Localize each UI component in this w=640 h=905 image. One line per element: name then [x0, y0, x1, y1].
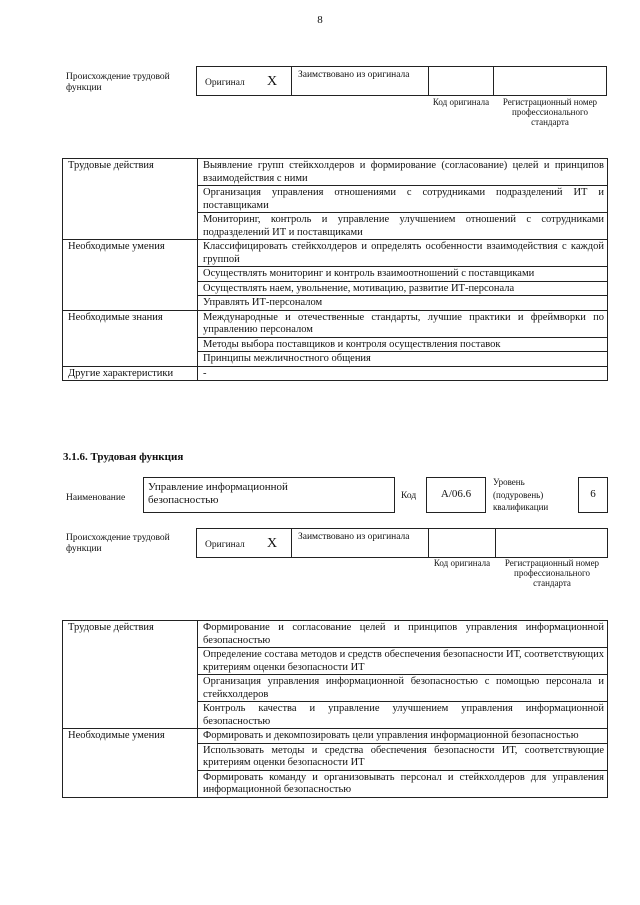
- borrowed-label: Заимствовано из оригинала: [298, 70, 410, 80]
- origin-label-2: Происхождение трудовой функции: [66, 533, 170, 554]
- labor-function-table-2: [62, 620, 608, 798]
- table-row: [63, 729, 608, 744]
- code-value: A/06.6: [440, 488, 472, 500]
- table-row: [63, 366, 608, 381]
- table-row: [63, 159, 608, 186]
- table-cell: Организация управления отношениями с сотрудниками подразделений ИТ и поставщиками: [198, 186, 608, 213]
- original-mark-2: X: [267, 536, 278, 551]
- original-label: Оригинал: [205, 78, 245, 88]
- borrowed-box: [291, 66, 429, 96]
- row-head: Трудовые действия: [63, 159, 198, 240]
- reg-number-box-2: [495, 528, 608, 558]
- page-number: 8: [317, 14, 323, 26]
- row-head: Необходимые знания: [63, 310, 198, 366]
- original-box: [196, 66, 292, 96]
- reg-number-label-2: Регистрационный номер профессионального стандарта: [504, 558, 600, 588]
- row-head: Необходимые умения: [63, 729, 198, 798]
- table-cell: Мониторинг, контроль и управление улучшением отношений с сотрудниками подразделений ИТ и поставщиками: [198, 213, 608, 240]
- table-cell: Контроль качества и управление улучшением управления информационной безопасностью: [198, 702, 608, 729]
- table-cell: Управлять ИТ-персоналом: [198, 296, 608, 311]
- labor-function-table-1: [62, 158, 608, 381]
- level-box: [578, 477, 608, 513]
- section-title: 3.1.6. Трудовая функция: [63, 451, 184, 463]
- name-value: Управление информационной безопасностью: [148, 481, 288, 506]
- code-original-box: [428, 66, 494, 96]
- table-cell: Выявление групп стейкхолдеров и формирование (согласование) целей и принципов взаимодействия с ними: [198, 159, 608, 186]
- table-cell: Осуществлять мониторинг и контроль взаимоотношений с поставщиками: [198, 267, 608, 282]
- table-cell: Формировать и декомпозировать цели управления информационной безопасностью: [198, 729, 608, 744]
- code-original-box-2: [428, 528, 496, 558]
- table-cell: Определение состава методов и средств обеспечения безопасности ИТ, соответствующих критериям оценки безопасности ИТ: [198, 648, 608, 675]
- table-row: [63, 621, 608, 648]
- code-box: [426, 477, 486, 513]
- table-cell: Международные и отечественные стандарты, лучшие практики и фреймворки по управлению персоналом: [198, 310, 608, 337]
- original-mark: X: [267, 74, 278, 89]
- origin-label: Происхождение трудовой функции: [66, 72, 170, 93]
- row-head: Другие характеристики: [63, 366, 198, 381]
- table-cell: Принципы межличностного общения: [198, 352, 608, 367]
- level-label: Уровень (подуровень) квалификации: [493, 477, 549, 512]
- table-cell: Организация управления информационной безопасностью с помощью персонала и стейкхолдеров: [198, 675, 608, 702]
- table-cell: Осуществлять наем, увольнение, мотивацию, развитие ИТ-персонала: [198, 281, 608, 296]
- table-cell: -: [198, 366, 608, 381]
- table-cell: Формировать команду и организовывать персонал и стейкхолдеров для управления информационной безопасностью: [198, 770, 608, 797]
- table-cell: Методы выбора поставщиков и контроля осуществления поставок: [198, 337, 608, 352]
- original-label-2: Оригинал: [205, 540, 245, 550]
- code-original-label: Код оригинала: [432, 97, 490, 107]
- original-box-2: [196, 528, 292, 558]
- code-label: Код: [401, 491, 417, 501]
- level-value: 6: [590, 488, 596, 500]
- table-row: [63, 240, 608, 267]
- reg-number-label: Регистрационный номер профессионального стандарта: [502, 97, 598, 127]
- reg-number-box: [493, 66, 607, 96]
- name-box: [143, 477, 395, 513]
- code-original-label-2: Код оригинала: [433, 558, 491, 568]
- name-label: Наименование: [66, 493, 126, 503]
- row-head: Трудовые действия: [63, 621, 198, 729]
- borrowed-box-2: [291, 528, 429, 558]
- row-head: Необходимые умения: [63, 240, 198, 311]
- table-cell: Классифицировать стейкхолдеров и определять особенности взаимодействия с каждой группой: [198, 240, 608, 267]
- table-row: [63, 310, 608, 337]
- borrowed-label-2: Заимствовано из оригинала: [298, 532, 410, 542]
- table-cell: Использовать методы и средства обеспечения безопасности ИТ, соответствующие критериям оценки безопасности ИТ: [198, 743, 608, 770]
- table-cell: Формирование и согласование целей и принципов управления информационной безопасностью: [198, 621, 608, 648]
